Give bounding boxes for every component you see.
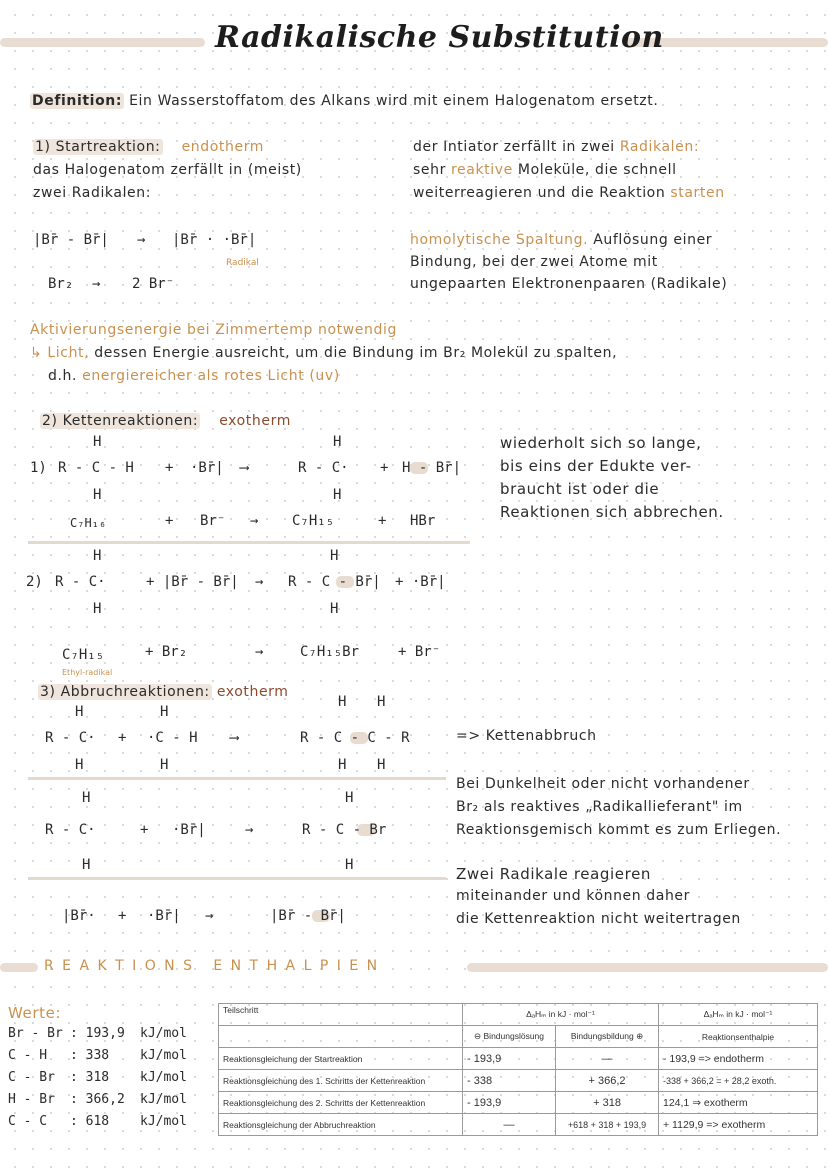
chain-s1-plus1: + — [165, 460, 174, 476]
abort-a2-plus: + — [140, 822, 149, 838]
cell-loesung: — — [463, 1114, 556, 1136]
activation-line2-a: ↳ Licht, — [30, 345, 90, 361]
chain-right1: wiederholt sich so lange, — [500, 434, 702, 452]
cell-step: Reaktionsgleichung des 1. Schritts der Kettenreaktion — [219, 1070, 463, 1092]
werte-unit: kJ/mol — [140, 1026, 187, 1041]
werte-unit: kJ/mol — [140, 1114, 187, 1129]
chain-s1-fplus2: + — [378, 513, 387, 529]
definition — [30, 93, 658, 109]
abort-note1-line2: Br₂ als reaktives „Radikallieferant" im — [456, 799, 743, 815]
start-right-line2 — [413, 162, 677, 178]
chain-s1-f1: C₇H₁₆ — [70, 516, 107, 530]
homolytic-hl: homolytische Spaltung. — [410, 232, 589, 248]
cell-enthalpie: - 193,9 => endotherm — [659, 1048, 818, 1070]
abort-a1-h-bottom3: H — [338, 757, 347, 773]
werte-bond: Br - Br — [8, 1026, 63, 1041]
chain-s1-hbr: H - Br̄| — [402, 460, 462, 476]
cell-bildung: — — [556, 1048, 659, 1070]
start-right-line2-hl: reaktive — [451, 162, 513, 178]
chain-s2-plus: + |Br̄ - Br̄| — [146, 574, 239, 590]
abort-a1-result: => Kettenabbruch — [456, 728, 597, 744]
werte-unit: kJ/mol — [140, 1070, 187, 1085]
chain-s1-h-bottom2: H — [333, 487, 342, 503]
activation-line3-a: d.h. — [48, 368, 78, 384]
start-r2-arrow: → — [92, 276, 101, 292]
enthalpy-heading: R E A K T I O N S E N T H A L P I E N — [44, 958, 380, 974]
abort-a2-h-bottom2: H — [345, 857, 354, 873]
cell-loesung: - 193,9 — [463, 1092, 556, 1114]
abort-a1-arrow: ⟶ — [230, 730, 239, 746]
cell-step: Reaktionsgleichung der Startreaktion — [219, 1048, 463, 1070]
werte-unit: kJ/mol — [140, 1092, 187, 1107]
werte-bond: H - Br — [8, 1092, 55, 1107]
werte-row — [8, 1048, 187, 1063]
cell-enthalpie: -338 + 366,2 = + 28,2 exoth. — [659, 1070, 818, 1092]
chain-s2-h-top2: H — [330, 548, 339, 564]
cell-step: Reaktionsgleichung des 2. Schritts der Kettenreaktion — [219, 1092, 463, 1114]
start-r1-right: |Br̄ · ·Br̄| — [172, 232, 257, 248]
start-right-line3-hl: starten — [670, 185, 725, 201]
abort-a3-arrow: → — [205, 908, 214, 924]
cell-step: Reaktionsgleichung der Abbruchreaktion — [219, 1114, 463, 1136]
werte-bond: C - H — [8, 1048, 48, 1063]
enthalpy-decoration-left — [0, 963, 38, 972]
chain-s2-arrow: → — [255, 574, 264, 590]
werte-value: : 338 — [70, 1048, 110, 1063]
chain-s2-plus2: + ·Br̄| — [395, 574, 446, 590]
chain-s1-br: ·Br̄| — [190, 460, 224, 476]
chain-right4: Reaktionen sich abbrechen. — [500, 503, 724, 521]
chain-s2-f1: C₇H₁₅ — [62, 647, 105, 663]
chain-right3: braucht ist oder die — [500, 480, 660, 498]
abort-note1-line3: Reaktionsgemisch kommt es zum Erliegen. — [456, 822, 782, 838]
chain-s1-h-top2: H — [333, 434, 342, 450]
page-title: Radikalische Substitution — [215, 20, 664, 55]
chain-s2-fplus2: + Br⁻ — [398, 644, 441, 660]
chain-s1-farrow: → — [250, 513, 259, 529]
chain-s1-h-bottom: H — [93, 487, 102, 503]
abort-a1-h-top3: H — [338, 694, 347, 710]
abort-a1-left: R - C· — [45, 730, 96, 746]
start-r1-arrow: → — [137, 232, 146, 248]
werte-row — [8, 1092, 187, 1107]
abort-a1-h-top: H — [75, 704, 84, 720]
start-left-line1: das Halogenatom zerfällt in (meist) — [33, 162, 302, 178]
chain-right2: bis eins der Edukte ver- — [500, 457, 692, 475]
chain-s2-reactant: R - C· — [55, 574, 106, 590]
start-right-line1-hl: Radikalen: — [619, 139, 700, 155]
cell-enthalpie: 124,1 ⇒ exotherm — [659, 1092, 818, 1114]
subheader-empty — [219, 1026, 463, 1048]
header-dh-1: ΔₐHₘ in kJ · mol⁻¹ — [463, 1004, 659, 1026]
abort-a2-h-top2: H — [345, 790, 354, 806]
chain-s2-fplus1: + Br₂ — [145, 644, 188, 660]
abort-a2-mid: ·Br̄| — [172, 822, 206, 838]
chain-s1-h-top: H — [93, 434, 102, 450]
chain-s1-reactant: R - C - H — [58, 460, 134, 476]
start-right-line3 — [413, 185, 725, 201]
werte-value: : 193,9 — [70, 1026, 125, 1041]
abort-heading-line — [38, 684, 289, 700]
chain-s2-h-top: H — [93, 548, 102, 564]
table-header-row — [219, 1004, 818, 1026]
abort-divider-2 — [28, 877, 446, 880]
table-row — [219, 1092, 818, 1114]
abort-a1-mid: ·C - H — [147, 730, 198, 746]
chain-heading-line — [40, 413, 291, 429]
chain-divider — [28, 541, 470, 544]
start-r2-right: 2 Br⁻ — [132, 276, 175, 292]
start-r2-left: Br₂ — [48, 276, 74, 292]
table-row — [219, 1048, 818, 1070]
cell-loesung: - 193,9 — [463, 1048, 556, 1070]
abort-note2-line1: Zwei Radikale reagieren — [456, 865, 652, 883]
activation-line3 — [48, 368, 340, 384]
header-teilschritt: Teilschritt — [219, 1004, 463, 1026]
chain-s1-f3: C₇H₁₅ — [292, 513, 335, 529]
abort-a2-arrow: → — [245, 822, 254, 838]
header-bindungsloesung: ⊖ Bindungslösung — [463, 1026, 556, 1048]
abort-a1-h-bottom: H — [75, 757, 84, 773]
abort-a1-h-top2: H — [160, 704, 169, 720]
abort-a1-h-top4: H — [377, 694, 386, 710]
werte-unit: kJ/mol — [140, 1048, 187, 1063]
abort-a3-plus: + — [118, 908, 127, 924]
cell-enthalpie: + 1129,9 => exotherm — [659, 1114, 818, 1136]
werte-label: Werte: — [8, 1004, 62, 1022]
enthalpy-decoration-right — [467, 963, 828, 972]
activation-line3-hl: energiereicher als rotes Licht (uv) — [82, 368, 340, 384]
start-type: endotherm — [181, 139, 265, 155]
start-right-line1 — [413, 139, 699, 155]
homolytic-line2: Bindung, bei der zwei Atome mit — [410, 254, 658, 270]
header-reaktionsenthalpie: Reaktionsenthalpie — [659, 1026, 818, 1048]
activation-line2-b: dessen Energie ausreicht, um die Bindung im Br₂ Molekül zu spalten, — [94, 345, 618, 361]
chain-s1-arrow: ⟶ — [240, 460, 249, 476]
chain-s1-fplus1: + — [165, 513, 174, 529]
chain-s1-f2: Br⁻ — [200, 513, 226, 529]
werte-value: : 366,2 — [70, 1092, 125, 1107]
start-right-line2-a: sehr — [413, 162, 446, 178]
header-bindungsbildung: Bindungsbildung ⊕ — [556, 1026, 659, 1048]
homolytic-line3: ungepaarten Elektronenpaaren (Radikale) — [410, 276, 728, 292]
abort-type: exotherm — [216, 684, 289, 700]
activation-line1: Aktivierungsenergie bei Zimmertemp notwendig — [30, 322, 397, 338]
start-right-line3-a: weiterreagieren und die Reaktion — [413, 185, 666, 201]
chain-s2-num: 2) — [26, 574, 43, 590]
abort-a2-h-bottom: H — [82, 857, 91, 873]
enthalpy-table — [218, 1003, 818, 1136]
activation-line2 — [30, 345, 617, 361]
abort-a1-h-bottom2: H — [160, 757, 169, 773]
abort-a1-h-bottom4: H — [377, 757, 386, 773]
table-row — [219, 1114, 818, 1136]
abort-a3-product: |Br̄ - Br̄| — [270, 908, 346, 924]
start-heading-line — [33, 139, 264, 155]
start-radikal-label: Radikal — [226, 258, 259, 268]
werte-value: : 318 — [70, 1070, 110, 1085]
chain-s1-product: R - C· — [298, 460, 349, 476]
werte-bond: C - Br — [8, 1070, 55, 1085]
werte-bond: C - C — [8, 1114, 48, 1129]
abort-note2-line3: die Kettenreaktion nicht weitertragen — [456, 911, 741, 927]
werte-value: : 618 — [70, 1114, 110, 1129]
chain-s1-num: 1) — [30, 460, 47, 476]
chain-s2-f3: C₇H₁₅Br — [300, 644, 360, 660]
werte-row — [8, 1070, 187, 1085]
start-r1-left: |Br̄ - Br̄| — [33, 232, 109, 248]
chain-s1-plus2: + — [380, 460, 389, 476]
abort-a2-left: R - C· — [45, 822, 96, 838]
abort-heading: 3) Abbruchreaktionen: — [40, 684, 210, 700]
chain-type: exotherm — [219, 413, 291, 429]
table-row — [219, 1070, 818, 1092]
abort-a2-h-top: H — [82, 790, 91, 806]
chain-s2-farrow: → — [255, 644, 264, 660]
table-subheader-row — [219, 1026, 818, 1048]
start-heading: 1) Startreaktion: — [35, 139, 161, 155]
abort-note1-line1: Bei Dunkelheit oder nicht vorhandener — [456, 776, 750, 792]
cell-bildung: + 318 — [556, 1092, 659, 1114]
cell-loesung: - 338 — [463, 1070, 556, 1092]
title-decoration-left — [0, 38, 205, 47]
chain-s2-h-bottom: H — [93, 601, 102, 617]
definition-text: Ein Wasserstoffatom des Alkans wird mit einem Halogenatom ersetzt. — [129, 93, 659, 109]
homolytic-line1 — [410, 232, 712, 248]
abort-a3-mid: ·Br̄| — [147, 908, 181, 924]
start-left-line2: zwei Radikalen: — [33, 185, 152, 201]
chain-heading: 2) Kettenreaktionen: — [42, 413, 199, 429]
werte-row — [8, 1026, 187, 1041]
abort-note2-line2: miteinander und können daher — [456, 888, 690, 904]
abort-a1-product: R - C - C - R — [300, 730, 410, 746]
abort-a2-product: R - C - Br — [302, 822, 387, 838]
chain-s1-f4: HBr — [410, 513, 436, 529]
abort-a1-plus: + — [118, 730, 127, 746]
chain-s2-h-bottom2: H — [330, 601, 339, 617]
header-dh-2: ΔₐHₘ in kJ · mol⁻¹ — [659, 1004, 818, 1026]
start-right-line2-b: Moleküle, die schnell — [517, 162, 677, 178]
abort-a3-left: |Br̄· — [62, 908, 96, 924]
abort-divider-1 — [28, 777, 446, 780]
definition-label: Definition: — [32, 93, 123, 109]
start-right-line1-text: der Intiator zerfällt in zwei — [413, 139, 615, 155]
chain-s2-product: R - C - Br̄| — [288, 574, 381, 590]
homolytic-line1-text: Auflösung einer — [593, 232, 713, 248]
cell-bildung: + 366,2 — [556, 1070, 659, 1092]
werte-row — [8, 1114, 187, 1129]
ethyl-radical-label: Ethyl-radikal — [62, 668, 113, 677]
cell-bildung: +618 + 318 + 193,9 — [556, 1114, 659, 1136]
